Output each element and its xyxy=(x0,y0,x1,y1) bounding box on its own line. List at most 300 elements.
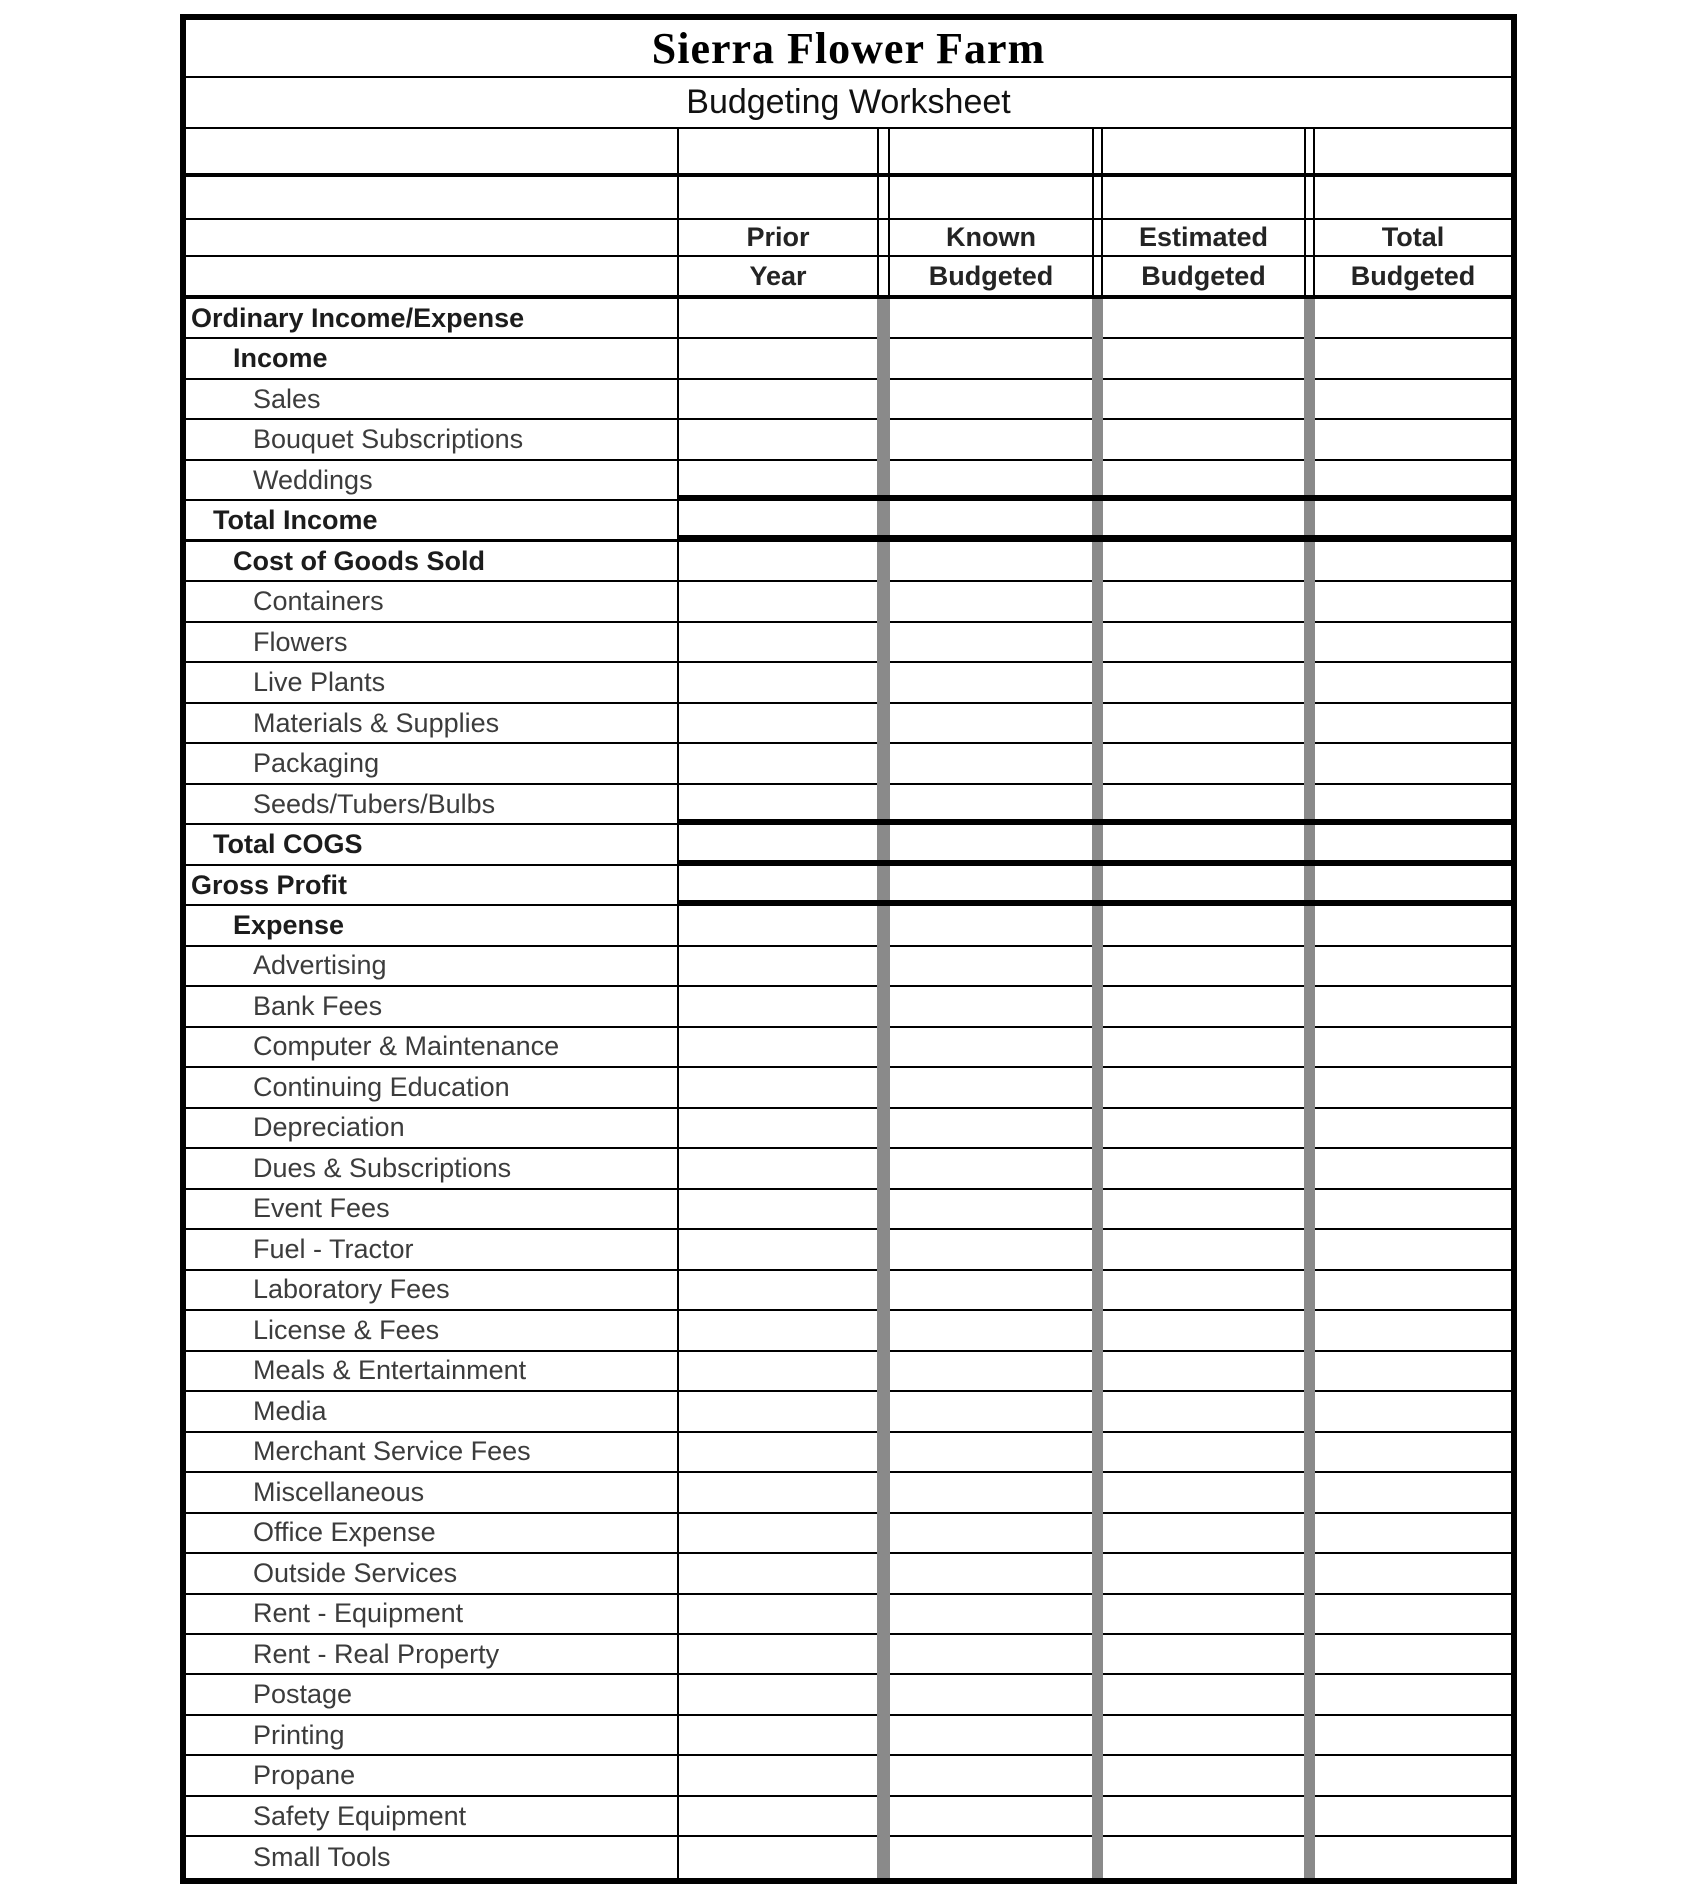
table-row xyxy=(186,1028,1511,1068)
table-row xyxy=(186,380,1511,420)
row-label: Merchant Service Fees xyxy=(186,1433,679,1473)
table-row xyxy=(186,785,1511,825)
column-separator xyxy=(1304,220,1315,255)
row-label: Advertising xyxy=(186,947,679,987)
table-row xyxy=(186,704,1511,744)
prior-year-cell xyxy=(679,1433,877,1473)
subtitle-row xyxy=(186,78,1511,129)
estimated-budgeted-cell xyxy=(1103,1514,1304,1554)
total-budgeted-cell xyxy=(1315,542,1511,582)
row-label: Safety Equipment xyxy=(186,1797,679,1837)
column-separator xyxy=(877,1716,890,1756)
table-row xyxy=(186,1271,1511,1311)
column-separator xyxy=(1092,129,1103,173)
column-separator xyxy=(877,1068,890,1108)
column-separator xyxy=(1092,257,1103,295)
known-budgeted-cell xyxy=(890,1068,1092,1108)
column-separator xyxy=(1304,1352,1315,1392)
total-budgeted-cell xyxy=(1315,1554,1511,1594)
header-label-cell xyxy=(186,257,679,295)
column-separator xyxy=(1092,623,1103,663)
column-separator xyxy=(1304,663,1315,703)
column-separator xyxy=(877,177,890,218)
prior-year-cell xyxy=(679,785,877,825)
table-row xyxy=(186,339,1511,379)
column-separator xyxy=(1304,542,1315,582)
row-label: Seeds/Tubers/Bulbs xyxy=(186,785,679,825)
estimated-budgeted-cell xyxy=(1103,825,1304,865)
estimated-budgeted-cell xyxy=(1103,1756,1304,1796)
known-budgeted-cell xyxy=(890,1230,1092,1270)
column-separator xyxy=(1304,1392,1315,1432)
column-separator xyxy=(877,623,890,663)
column-separator xyxy=(877,1271,890,1311)
column-separator xyxy=(1092,501,1103,541)
total-budgeted-cell xyxy=(1315,299,1511,339)
estimated-budgeted-cell xyxy=(1103,1473,1304,1513)
known-budgeted-cell xyxy=(890,1595,1092,1635)
column-separator xyxy=(1092,1271,1103,1311)
estimated-budgeted-cell xyxy=(1103,744,1304,784)
estimated-budgeted-cell xyxy=(1103,1068,1304,1108)
total-budgeted-cell xyxy=(1315,1716,1511,1756)
column-separator xyxy=(1304,1149,1315,1189)
prior-year-cell xyxy=(679,1311,877,1351)
prior-year-cell xyxy=(679,1028,877,1068)
column-separator xyxy=(877,380,890,420)
table-row xyxy=(186,542,1511,582)
row-label: Computer & Maintenance xyxy=(186,1028,679,1068)
prior-year-cell xyxy=(679,542,877,582)
column-separator xyxy=(1304,1109,1315,1149)
estimated-budgeted-cell xyxy=(1103,299,1304,339)
worksheet-subtitle: Budgeting Worksheet xyxy=(686,83,1011,121)
prior-year-cell xyxy=(679,1068,877,1108)
column-separator xyxy=(877,785,890,825)
estimated-budgeted-cell xyxy=(1103,785,1304,825)
spacer-label-cell xyxy=(186,129,679,173)
table-row xyxy=(186,1190,1511,1230)
spacer-cell xyxy=(1103,177,1304,218)
column-separator xyxy=(877,947,890,987)
estimated-budgeted-cell xyxy=(1103,1716,1304,1756)
column-separator xyxy=(1304,1837,1315,1877)
total-budgeted-cell xyxy=(1315,623,1511,663)
column-separator xyxy=(877,1433,890,1473)
row-label: Bank Fees xyxy=(186,987,679,1027)
prior-year-cell xyxy=(679,1271,877,1311)
estimated-budgeted-cell xyxy=(1103,1028,1304,1068)
estimated-budgeted-cell xyxy=(1103,663,1304,703)
row-label: Total COGS xyxy=(186,825,679,865)
table-row xyxy=(186,1554,1511,1594)
total-budgeted-cell xyxy=(1315,1756,1511,1796)
column-separator xyxy=(1304,1433,1315,1473)
column-separator xyxy=(1092,1514,1103,1554)
column-separator xyxy=(1092,1028,1103,1068)
column-separator xyxy=(877,420,890,460)
total-budgeted-cell xyxy=(1315,1595,1511,1635)
column-separator xyxy=(877,1109,890,1149)
column-separator xyxy=(1092,1716,1103,1756)
known-budgeted-cell xyxy=(890,704,1092,744)
column-separator xyxy=(1304,987,1315,1027)
estimated-budgeted-cell xyxy=(1103,1271,1304,1311)
spacer-cell xyxy=(1315,177,1511,218)
table-row xyxy=(186,1149,1511,1189)
row-label: License & Fees xyxy=(186,1311,679,1351)
spacer-cell xyxy=(679,177,877,218)
table-row xyxy=(186,663,1511,703)
row-label: Gross Profit xyxy=(186,866,679,906)
column-separator xyxy=(1304,704,1315,744)
row-label: Outside Services xyxy=(186,1554,679,1594)
table-row xyxy=(186,1675,1511,1715)
estimated-budgeted-cell xyxy=(1103,623,1304,663)
known-budgeted-cell xyxy=(890,1716,1092,1756)
spacer-cell xyxy=(890,129,1092,173)
table-row xyxy=(186,461,1511,501)
estimated-budgeted-cell xyxy=(1103,1109,1304,1149)
table-row xyxy=(186,1595,1511,1635)
column-separator xyxy=(1092,339,1103,379)
known-budgeted-cell xyxy=(890,461,1092,501)
column-separator xyxy=(877,1473,890,1513)
spacer-cell xyxy=(679,129,877,173)
column-separator xyxy=(1304,866,1315,906)
column-separator xyxy=(1304,461,1315,501)
total-budgeted-cell xyxy=(1315,704,1511,744)
column-separator xyxy=(877,582,890,622)
row-label: Media xyxy=(186,1392,679,1432)
estimated-budgeted-cell xyxy=(1103,1635,1304,1675)
column-separator xyxy=(877,339,890,379)
column-separator xyxy=(1092,1352,1103,1392)
total-budgeted-cell xyxy=(1315,1311,1511,1351)
company-title: Sierra Flower Farm xyxy=(651,23,1046,73)
column-separator xyxy=(1304,1028,1315,1068)
column-separator xyxy=(1304,1716,1315,1756)
total-budgeted-cell xyxy=(1315,1392,1511,1432)
table-row xyxy=(186,1230,1511,1270)
table-row xyxy=(186,420,1511,460)
prior-year-cell xyxy=(679,1716,877,1756)
column-header-prior-year: Year xyxy=(749,260,807,291)
column-separator xyxy=(1092,1635,1103,1675)
column-separator xyxy=(1092,1837,1103,1877)
column-separator xyxy=(1304,420,1315,460)
row-label: Laboratory Fees xyxy=(186,1271,679,1311)
total-budgeted-cell xyxy=(1315,582,1511,622)
column-separator xyxy=(877,1514,890,1554)
title-row xyxy=(186,20,1511,78)
estimated-budgeted-cell xyxy=(1103,906,1304,946)
estimated-budgeted-cell xyxy=(1103,420,1304,460)
column-separator xyxy=(1304,177,1315,218)
prior-year-cell xyxy=(679,1756,877,1796)
header-row-line1 xyxy=(186,220,1511,257)
column-separator xyxy=(877,1392,890,1432)
total-budgeted-cell xyxy=(1315,1837,1511,1877)
column-separator xyxy=(1304,744,1315,784)
prior-year-cell xyxy=(679,1352,877,1392)
prior-year-cell xyxy=(679,1554,877,1594)
column-separator xyxy=(1092,542,1103,582)
total-budgeted-cell xyxy=(1315,1271,1511,1311)
prior-year-cell xyxy=(679,906,877,946)
known-budgeted-cell xyxy=(890,1473,1092,1513)
known-budgeted-cell xyxy=(890,339,1092,379)
column-separator xyxy=(877,987,890,1027)
table-row xyxy=(186,947,1511,987)
estimated-budgeted-cell xyxy=(1103,461,1304,501)
column-separator xyxy=(1092,987,1103,1027)
table-row xyxy=(186,1716,1511,1756)
column-separator xyxy=(877,1190,890,1230)
column-separator xyxy=(877,1675,890,1715)
column-separator xyxy=(1304,1595,1315,1635)
column-header-known-budgeted: Budgeted xyxy=(928,260,1054,291)
known-budgeted-cell xyxy=(890,1271,1092,1311)
known-budgeted-cell xyxy=(890,420,1092,460)
column-separator xyxy=(1092,906,1103,946)
known-budgeted-cell xyxy=(890,1514,1092,1554)
prior-year-cell xyxy=(679,339,877,379)
total-budgeted-cell xyxy=(1315,825,1511,865)
column-separator xyxy=(1304,1756,1315,1796)
column-header-total: Total xyxy=(1381,222,1445,252)
row-label: Miscellaneous xyxy=(186,1473,679,1513)
row-label: Office Expense xyxy=(186,1514,679,1554)
row-label: Cost of Goods Sold xyxy=(186,542,679,582)
column-separator xyxy=(877,1797,890,1837)
total-budgeted-cell xyxy=(1315,1514,1511,1554)
prior-year-cell xyxy=(679,1190,877,1230)
prior-year-cell xyxy=(679,1392,877,1432)
header-row-line2 xyxy=(186,257,1511,299)
column-separator xyxy=(877,129,890,173)
column-separator xyxy=(1304,1635,1315,1675)
total-budgeted-cell xyxy=(1315,461,1511,501)
known-budgeted-cell xyxy=(890,1109,1092,1149)
table-row xyxy=(186,582,1511,622)
row-label: Small Tools xyxy=(186,1837,679,1877)
column-separator xyxy=(877,461,890,501)
estimated-budgeted-cell xyxy=(1103,866,1304,906)
prior-year-cell xyxy=(679,299,877,339)
table-row xyxy=(186,744,1511,784)
spacer-cell xyxy=(890,177,1092,218)
column-header-total-budgeted: Budgeted xyxy=(1350,260,1476,291)
known-budgeted-cell xyxy=(890,1190,1092,1230)
prior-year-cell xyxy=(679,1675,877,1715)
table-row xyxy=(186,1433,1511,1473)
known-budgeted-cell xyxy=(890,582,1092,622)
column-separator xyxy=(1092,1190,1103,1230)
row-label: Total Income xyxy=(186,501,679,541)
column-separator xyxy=(1304,1675,1315,1715)
column-separator xyxy=(1304,1473,1315,1513)
estimated-budgeted-cell xyxy=(1103,1554,1304,1594)
total-budgeted-cell xyxy=(1315,987,1511,1027)
column-separator xyxy=(877,866,890,906)
table-row xyxy=(186,1797,1511,1837)
column-separator xyxy=(1304,257,1315,295)
spacer-label-cell xyxy=(186,177,679,218)
column-separator xyxy=(1092,947,1103,987)
estimated-budgeted-cell xyxy=(1103,987,1304,1027)
row-label: Meals & Entertainment xyxy=(186,1352,679,1392)
total-budgeted-cell xyxy=(1315,1797,1511,1837)
total-budgeted-cell xyxy=(1315,1352,1511,1392)
column-separator xyxy=(1304,380,1315,420)
total-budgeted-cell xyxy=(1315,785,1511,825)
table-row xyxy=(186,1392,1511,1432)
estimated-budgeted-cell xyxy=(1103,1675,1304,1715)
estimated-budgeted-cell xyxy=(1103,1311,1304,1351)
row-label: Materials & Supplies xyxy=(186,704,679,744)
estimated-budgeted-cell xyxy=(1103,1230,1304,1270)
estimated-budgeted-cell xyxy=(1103,1392,1304,1432)
estimated-budgeted-cell xyxy=(1103,501,1304,541)
column-separator xyxy=(1092,1392,1103,1432)
known-budgeted-cell xyxy=(890,1433,1092,1473)
column-separator xyxy=(1092,582,1103,622)
table-row xyxy=(186,299,1511,339)
table-row xyxy=(186,1514,1511,1554)
estimated-budgeted-cell xyxy=(1103,339,1304,379)
column-separator xyxy=(1092,1311,1103,1351)
column-separator xyxy=(1304,129,1315,173)
total-budgeted-cell xyxy=(1315,380,1511,420)
table-row xyxy=(186,825,1511,865)
table-row xyxy=(186,906,1511,946)
column-separator xyxy=(1304,623,1315,663)
estimated-budgeted-cell xyxy=(1103,582,1304,622)
known-budgeted-cell xyxy=(890,1675,1092,1715)
known-budgeted-cell xyxy=(890,299,1092,339)
total-budgeted-cell xyxy=(1315,1068,1511,1108)
column-separator xyxy=(1304,785,1315,825)
column-separator xyxy=(1304,1797,1315,1837)
total-budgeted-cell xyxy=(1315,420,1511,460)
estimated-budgeted-cell xyxy=(1103,947,1304,987)
column-separator xyxy=(877,1352,890,1392)
column-header-known: Known xyxy=(946,222,1036,252)
known-budgeted-cell xyxy=(890,1756,1092,1796)
spacer-cell xyxy=(1315,129,1511,173)
column-separator xyxy=(1304,299,1315,339)
prior-year-cell xyxy=(679,1473,877,1513)
prior-year-cell xyxy=(679,420,877,460)
column-separator xyxy=(877,906,890,946)
prior-year-cell xyxy=(679,380,877,420)
row-label: Fuel - Tractor xyxy=(186,1230,679,1270)
column-header-prior: Prior xyxy=(746,222,810,252)
table-row xyxy=(186,623,1511,663)
column-separator xyxy=(877,220,890,255)
row-label: Live Plants xyxy=(186,663,679,703)
known-budgeted-cell xyxy=(890,906,1092,946)
prior-year-cell xyxy=(679,1514,877,1554)
known-budgeted-cell xyxy=(890,1392,1092,1432)
column-separator xyxy=(1304,1068,1315,1108)
row-label: Sales xyxy=(186,380,679,420)
known-budgeted-cell xyxy=(890,1352,1092,1392)
estimated-budgeted-cell xyxy=(1103,1797,1304,1837)
estimated-budgeted-cell xyxy=(1103,542,1304,582)
total-budgeted-cell xyxy=(1315,1190,1511,1230)
table-row xyxy=(186,501,1511,541)
known-budgeted-cell xyxy=(890,501,1092,541)
budgeting-worksheet-table xyxy=(180,14,1517,1884)
total-budgeted-cell xyxy=(1315,866,1511,906)
total-budgeted-cell xyxy=(1315,663,1511,703)
row-label: Packaging xyxy=(186,744,679,784)
column-separator xyxy=(1092,663,1103,703)
header-label-cell xyxy=(186,220,679,255)
column-separator xyxy=(877,1635,890,1675)
column-separator xyxy=(1092,461,1103,501)
row-label: Printing xyxy=(186,1716,679,1756)
column-separator xyxy=(877,257,890,295)
estimated-budgeted-cell xyxy=(1103,1595,1304,1635)
known-budgeted-cell xyxy=(890,542,1092,582)
known-budgeted-cell xyxy=(890,825,1092,865)
table-row xyxy=(186,866,1511,906)
column-separator xyxy=(1092,380,1103,420)
known-budgeted-cell xyxy=(890,866,1092,906)
row-label: Expense xyxy=(186,906,679,946)
known-budgeted-cell xyxy=(890,1635,1092,1675)
total-budgeted-cell xyxy=(1315,947,1511,987)
known-budgeted-cell xyxy=(890,785,1092,825)
prior-year-cell xyxy=(679,1635,877,1675)
column-separator xyxy=(877,1311,890,1351)
row-label: Rent - Real Property xyxy=(186,1635,679,1675)
column-separator xyxy=(1092,1473,1103,1513)
column-separator xyxy=(877,542,890,582)
known-budgeted-cell xyxy=(890,1149,1092,1189)
column-separator xyxy=(1092,866,1103,906)
known-budgeted-cell xyxy=(890,947,1092,987)
column-separator xyxy=(1304,339,1315,379)
row-label: Weddings xyxy=(186,461,679,501)
total-budgeted-cell xyxy=(1315,1149,1511,1189)
known-budgeted-cell xyxy=(890,1837,1092,1877)
column-separator xyxy=(877,704,890,744)
prior-year-cell xyxy=(679,744,877,784)
total-budgeted-cell xyxy=(1315,906,1511,946)
prior-year-cell xyxy=(679,825,877,865)
estimated-budgeted-cell xyxy=(1103,1433,1304,1473)
known-budgeted-cell xyxy=(890,1554,1092,1594)
column-separator xyxy=(1304,582,1315,622)
column-separator xyxy=(877,1595,890,1635)
prior-year-cell xyxy=(679,461,877,501)
row-label: Continuing Education xyxy=(186,1068,679,1108)
column-separator xyxy=(1304,947,1315,987)
column-separator xyxy=(1092,1149,1103,1189)
known-budgeted-cell xyxy=(890,987,1092,1027)
column-separator xyxy=(1304,1554,1315,1594)
table-row xyxy=(186,1311,1511,1351)
table-row xyxy=(186,1837,1511,1877)
spacer-cell xyxy=(1103,129,1304,173)
row-label: Dues & Subscriptions xyxy=(186,1149,679,1189)
column-separator xyxy=(1092,1554,1103,1594)
row-label: Ordinary Income/Expense xyxy=(186,299,679,339)
